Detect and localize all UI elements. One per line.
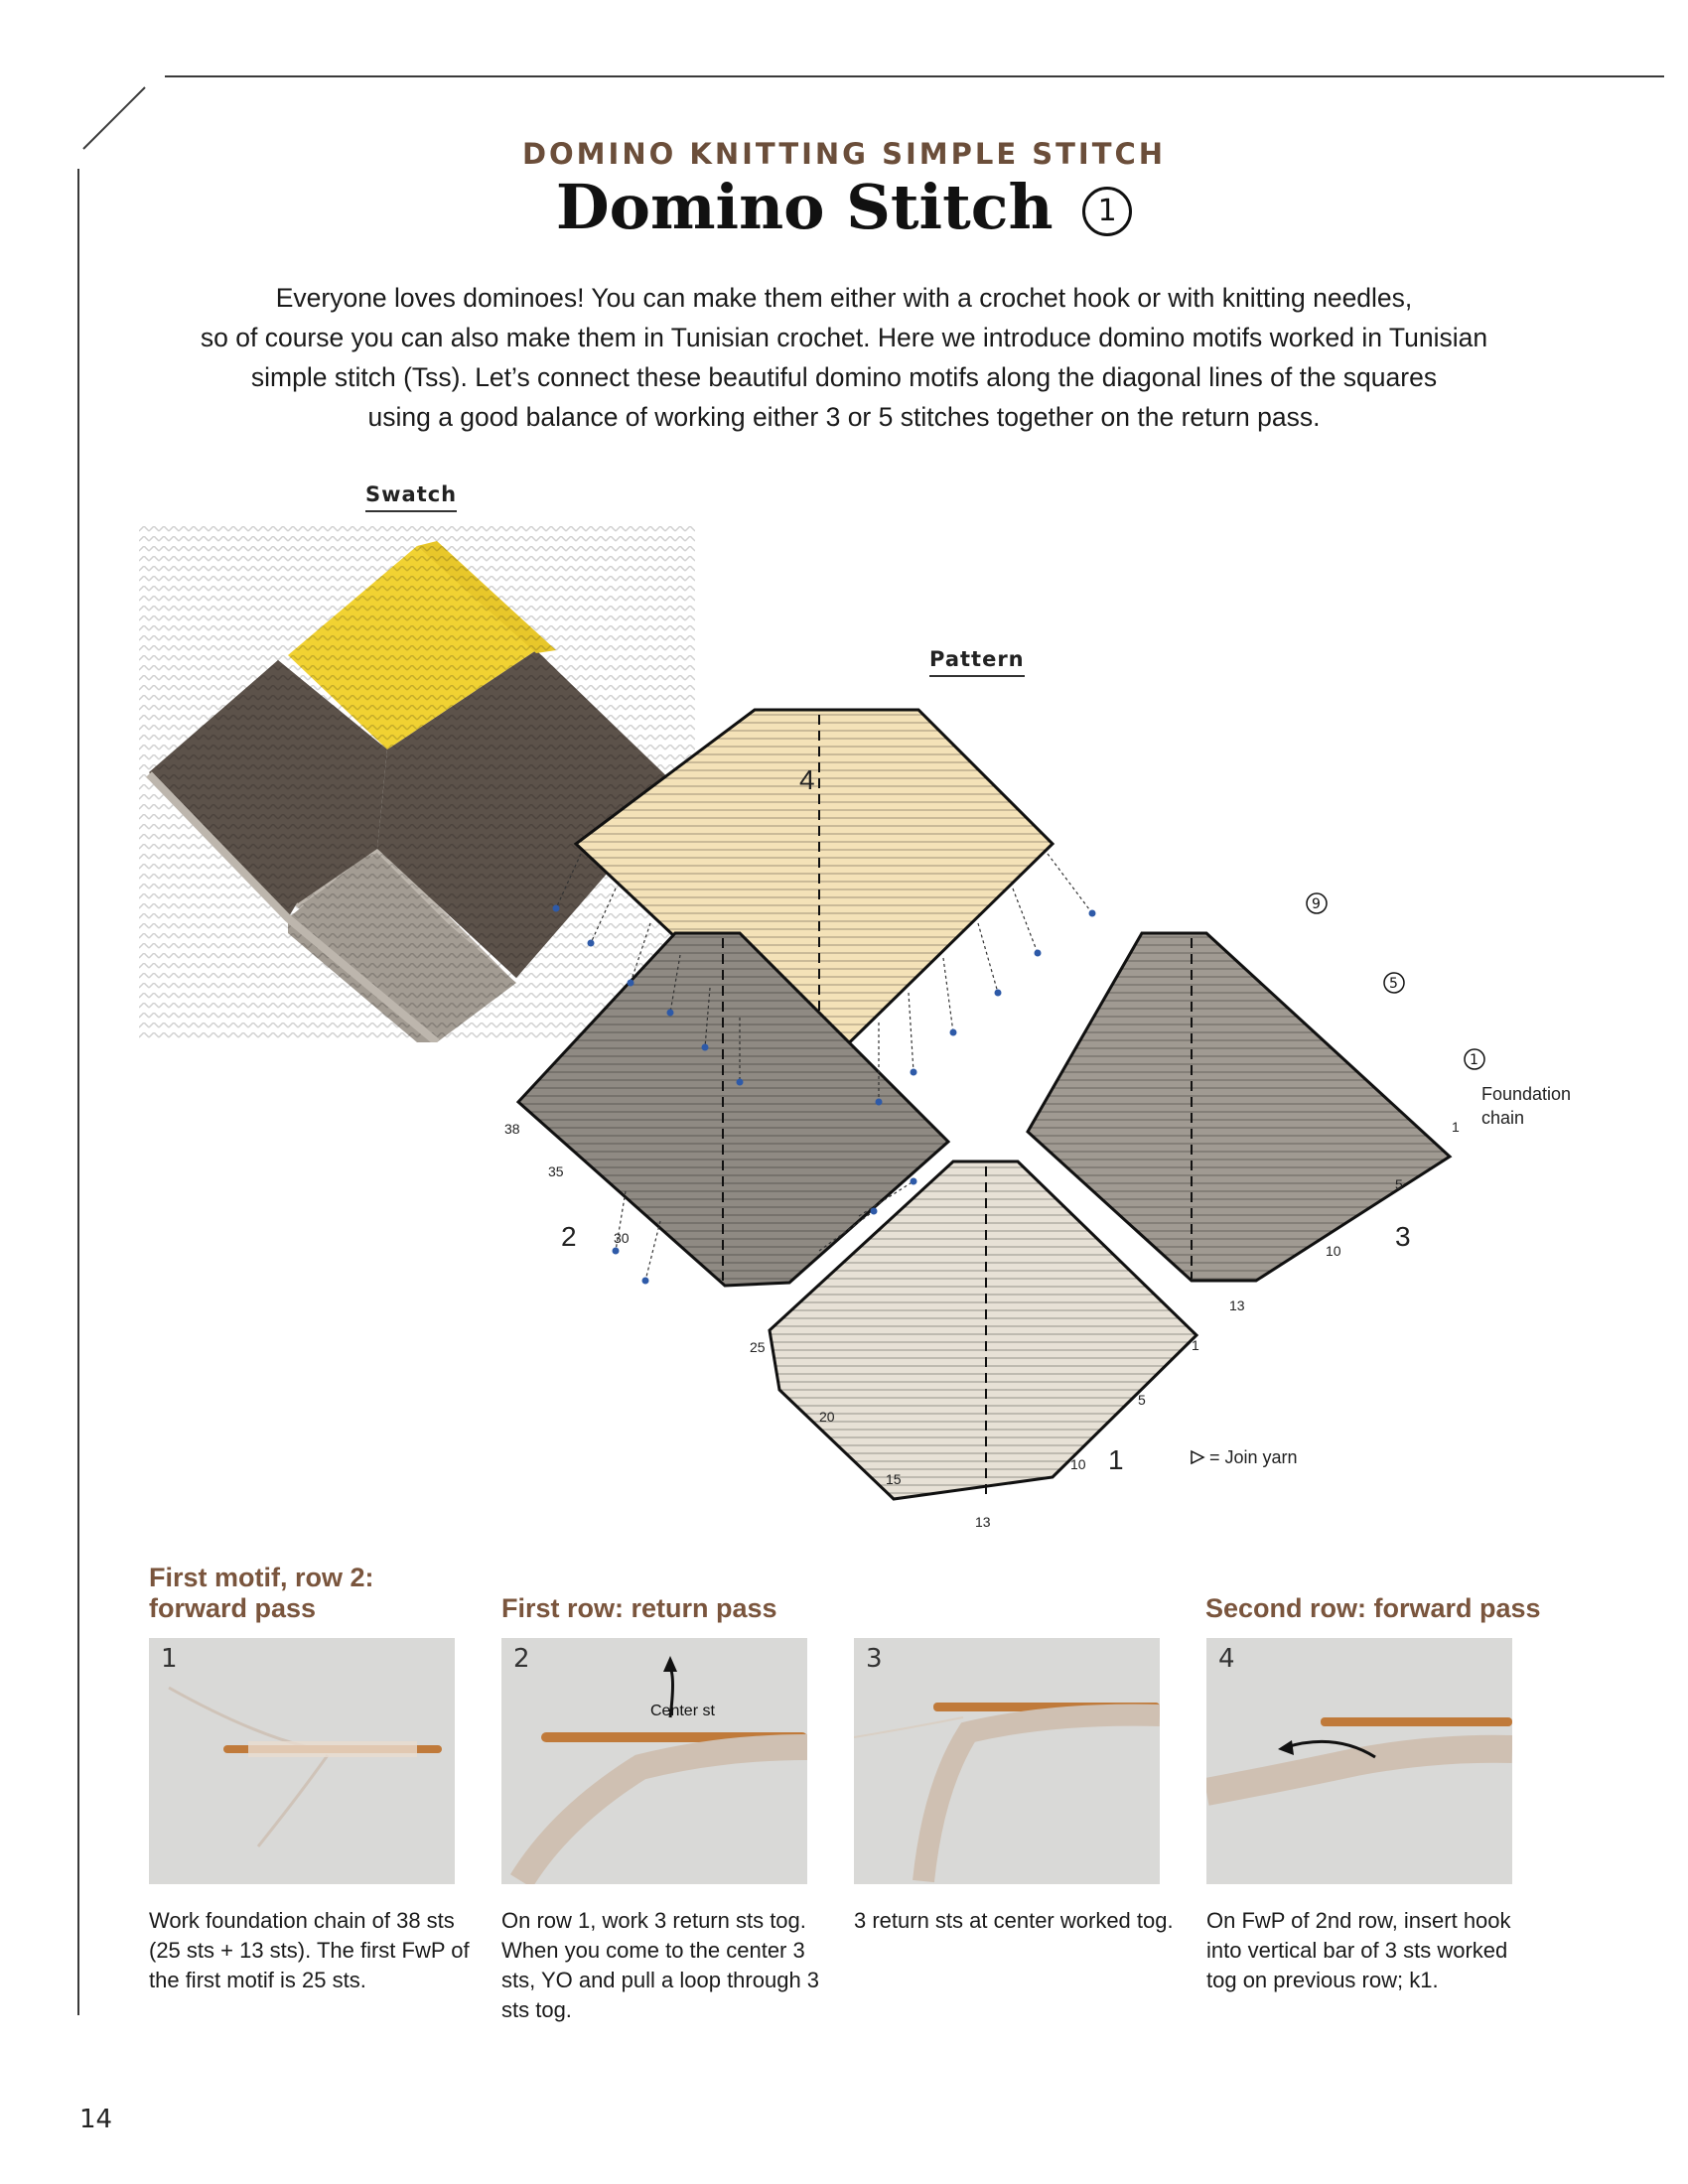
intro-line: so of course you can also make them in Tunisian crochet. Here we introduce domino motifs worked in Tunisian bbox=[200, 323, 1488, 352]
step-photo-number: 2 bbox=[513, 1644, 530, 1674]
step-heading-4: Second row: forward pass bbox=[1205, 1593, 1541, 1623]
pattern-label: Pattern bbox=[929, 647, 1025, 677]
join-yarn-icon bbox=[1192, 1451, 1203, 1463]
step-caption-4: On FwP of 2nd row, insert hook into vertical bar of 3 sts worked tog on previous row; k1. bbox=[1206, 1908, 1511, 1992]
intro-line: Everyone loves dominoes! You can make them either with a crochet hook or with knitting needles, bbox=[275, 283, 1413, 313]
pattern-diagram bbox=[496, 695, 1589, 1559]
page-title bbox=[0, 171, 1688, 243]
swatch-label: Swatch bbox=[365, 482, 457, 512]
row-markers bbox=[1307, 893, 1484, 1069]
step-photo-number: 4 bbox=[1218, 1644, 1235, 1674]
count-38: 38 bbox=[504, 1121, 520, 1137]
count-1: 1 bbox=[1192, 1337, 1199, 1353]
intro-line: using a good balance of working either 3 or 5 stitches together on the return pass. bbox=[367, 402, 1321, 432]
step-caption-1: Work foundation chain of 38 sts (25 sts + 13 sts). The first FwP of the first motif is 25 sts. bbox=[149, 1908, 470, 1992]
count-m3-10: 10 bbox=[1326, 1243, 1341, 1259]
left-rule bbox=[77, 169, 79, 2015]
section-kicker: DOMINO KNITTING SIMPLE STITCH bbox=[521, 137, 1167, 171]
step-photo-number: 3 bbox=[866, 1644, 883, 1674]
count-25: 25 bbox=[750, 1339, 766, 1355]
row-marker-1: 1 bbox=[1470, 1052, 1478, 1068]
count-m3-1: 1 bbox=[1452, 1119, 1460, 1135]
intro-line: simple stitch (Tss). Let’s connect these beautiful domino motifs along the diagonal lines of the squares bbox=[250, 362, 1438, 392]
foundation-label-2: chain bbox=[1481, 1108, 1525, 1128]
foundation-label: Foundation bbox=[1481, 1084, 1572, 1104]
count-20: 20 bbox=[819, 1409, 835, 1425]
step-heading-1 bbox=[149, 1563, 374, 1624]
row-marker-9: 9 bbox=[1312, 896, 1321, 912]
motif-3 bbox=[1028, 933, 1450, 1281]
motif-number-2: 2 bbox=[561, 1221, 577, 1252]
photo-illustration bbox=[149, 1638, 455, 1884]
step-photo-2 bbox=[501, 1638, 807, 1884]
step-photo-4 bbox=[1206, 1638, 1512, 1884]
top-rule bbox=[165, 75, 1664, 77]
count-m3-5: 5 bbox=[1395, 1176, 1403, 1192]
intro-paragraph bbox=[149, 278, 1539, 437]
motif-number-1: 1 bbox=[1108, 1444, 1124, 1475]
motif-number-3: 3 bbox=[1395, 1221, 1411, 1252]
step-heading-1-line-2: forward pass bbox=[149, 1593, 317, 1623]
count-15: 15 bbox=[886, 1471, 902, 1487]
step-photo-3 bbox=[854, 1638, 1160, 1884]
count-30: 30 bbox=[614, 1230, 630, 1246]
count-13: 13 bbox=[975, 1514, 991, 1530]
row-marker-5: 5 bbox=[1389, 976, 1398, 992]
step-photo-1 bbox=[149, 1638, 455, 1884]
step-photo-number: 1 bbox=[161, 1644, 178, 1674]
page-number: 14 bbox=[79, 2105, 113, 2134]
step-heading-1-line-1: First motif, row 2: bbox=[149, 1563, 374, 1592]
title-text: Domino Stitch bbox=[555, 171, 1054, 243]
step-caption-3: 3 return sts at center worked tog. bbox=[854, 1908, 1174, 1933]
join-yarn-legend bbox=[1192, 1447, 1298, 1467]
step-caption-2: On row 1, work 3 return sts tog. When you come to the center 3 sts, YO and pull a loop through 3 sts tog. bbox=[501, 1908, 820, 2022]
photo-illustration bbox=[1206, 1638, 1512, 1884]
photo-illustration bbox=[501, 1638, 807, 1884]
count-10: 10 bbox=[1070, 1456, 1086, 1472]
motif-number-4: 4 bbox=[799, 764, 815, 795]
center-st-annotation: Center st bbox=[650, 1703, 715, 1719]
photo-illustration bbox=[854, 1638, 1160, 1884]
count-5: 5 bbox=[1138, 1392, 1146, 1408]
count-35: 35 bbox=[548, 1163, 564, 1179]
title-badge: 1 bbox=[1082, 187, 1132, 236]
count-m3-13: 13 bbox=[1229, 1297, 1245, 1313]
step-heading-2: First row: return pass bbox=[501, 1593, 777, 1623]
join-yarn-text: = Join yarn bbox=[1209, 1447, 1298, 1467]
